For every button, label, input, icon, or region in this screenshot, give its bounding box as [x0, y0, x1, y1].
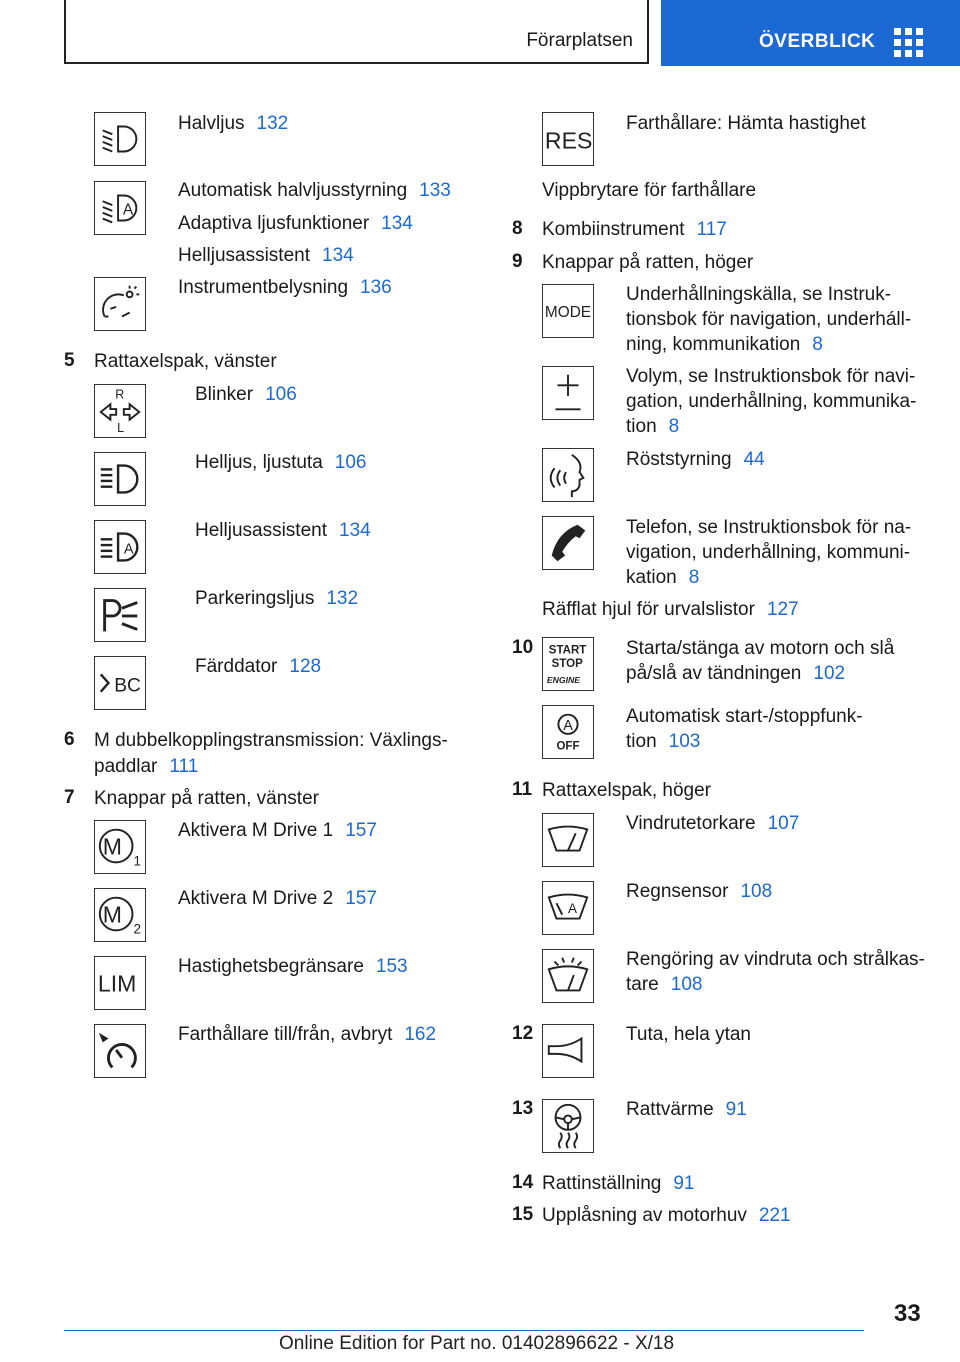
page-link[interactable]: 128	[289, 656, 322, 677]
cruise-control-icon	[94, 1024, 146, 1078]
list-item: Automatisk halvljusstyrning 133	[178, 180, 451, 201]
list-item: Farthållare till/från, avbryt 162	[178, 1024, 437, 1045]
list-item: Blinker 106	[195, 384, 297, 405]
page-link[interactable]: 103	[668, 731, 701, 752]
list-item: tion 8	[626, 416, 680, 437]
item-number: 11	[512, 779, 533, 800]
list-item: Helljusassistent 134	[195, 520, 371, 541]
item-heading: Rattaxelspak, vänster	[94, 351, 277, 372]
high-beam-icon	[94, 452, 146, 506]
svg-text:A: A	[122, 201, 134, 219]
high-beam-assistant-icon	[94, 520, 146, 574]
res-icon	[542, 112, 594, 166]
item-number: 10	[512, 637, 534, 658]
svg-text:A: A	[123, 541, 134, 558]
trip-computer-icon	[94, 656, 146, 710]
grid-icon	[894, 28, 924, 58]
page-link[interactable]: 8	[812, 334, 823, 355]
page-link[interactable]: 133	[419, 180, 451, 201]
page-link[interactable]: 153	[375, 956, 408, 977]
start-stop-icon	[542, 637, 594, 691]
page-link[interactable]: 157	[345, 820, 377, 841]
svg-text:RES: RES	[544, 127, 593, 154]
mode-icon	[542, 284, 594, 338]
item-heading-cont: på/slå av tändningen 102	[626, 663, 846, 684]
item-heading: Knappar på ratten, höger	[542, 252, 754, 273]
svg-text:2: 2	[133, 921, 141, 937]
list-item: Aktivera M Drive 2 157	[178, 888, 377, 909]
washer-icon	[542, 949, 594, 1003]
list-item: tionsbok för navigation, underháll-	[626, 309, 912, 330]
list-item: Färddator 128	[195, 656, 322, 677]
m-drive-2-icon	[94, 888, 146, 942]
list-item: Halvljus 132	[178, 113, 289, 134]
svg-text:M: M	[102, 901, 122, 928]
list-item: Vindrutetorkare 107	[626, 813, 800, 834]
svg-text:START: START	[548, 644, 587, 657]
auto-start-stop-icon	[542, 705, 594, 759]
page-link[interactable]: 134	[339, 520, 371, 541]
item-heading: Rattaxelspak, höger	[542, 780, 711, 801]
item-heading: Tuta, hela ytan	[626, 1024, 751, 1045]
list-item: Vippbrytare för farthållare	[542, 180, 757, 201]
page-link[interactable]: 91	[673, 1173, 695, 1194]
item-heading: Kombiinstrument 117	[542, 219, 727, 240]
overview-tab-label: ÖVERBLICK	[759, 31, 876, 52]
page-link[interactable]: 108	[740, 881, 773, 902]
list-item: Helljusassistent 134	[178, 245, 354, 266]
svg-text:M: M	[102, 833, 122, 860]
list-item: tion 103	[626, 731, 701, 752]
item-number: 12	[512, 1023, 534, 1044]
steering-wheel-heating-icon	[542, 1099, 594, 1153]
parking-light-icon	[94, 588, 146, 642]
horn-icon	[542, 1024, 594, 1078]
page-link[interactable]: 157	[345, 888, 377, 909]
list-item: Adaptiva ljusfunktioner 134	[178, 213, 413, 234]
page-link[interactable]: 221	[758, 1205, 791, 1226]
item-number: 9	[512, 251, 523, 272]
page-link[interactable]: 107	[767, 813, 800, 834]
list-item: Farthållare: Hämta hastighet	[626, 113, 866, 134]
page-link[interactable]: 102	[813, 663, 846, 684]
page-number: 33	[894, 1300, 921, 1327]
svg-text:A: A	[568, 900, 577, 916]
list-item: Rengöring av vindruta och strålkas-	[626, 949, 925, 970]
svg-text:A: A	[563, 718, 573, 735]
item-heading: M dubbelkopplingstransmission: Växlings-	[94, 730, 448, 751]
header-section-box	[64, 0, 649, 64]
page-link[interactable]: 162	[404, 1024, 437, 1045]
list-item: Automatisk start-/stoppfunk-	[626, 706, 863, 727]
page-link[interactable]: 91	[725, 1099, 747, 1120]
page-link[interactable]: 134	[322, 245, 354, 266]
page-link[interactable]: 134	[381, 213, 413, 234]
list-item: vigation, underhållning, kommuni-	[626, 542, 911, 563]
list-item: Volym, se Instruktionsbok för navi-	[626, 366, 916, 387]
phone-icon	[542, 516, 594, 570]
overview-tab[interactable]	[661, 0, 960, 66]
item-number: 13	[512, 1098, 534, 1119]
page-link[interactable]: 8	[668, 416, 680, 437]
svg-text:STOP: STOP	[551, 657, 583, 670]
auto-low-beam-icon	[94, 181, 146, 235]
list-item: Räfflat hjul för urvalslistor 127	[542, 599, 799, 620]
list-item: Instrumentbelysning 136	[178, 277, 392, 298]
svg-text:LIM: LIM	[97, 970, 137, 997]
list-item: Underhållningskälla, se Instruk-	[626, 284, 892, 305]
svg-text:L: L	[117, 421, 125, 436]
item-number: 6	[64, 729, 75, 750]
item-number: 15	[512, 1204, 534, 1225]
list-item: kation 8	[626, 567, 700, 588]
page-link[interactable]: 127	[766, 599, 799, 620]
speed-limiter-icon	[94, 956, 146, 1010]
page-link[interactable]: 106	[334, 452, 367, 473]
turn-signal-icon	[94, 384, 146, 438]
item-number: 7	[64, 787, 75, 808]
list-item: Telefon, se Instruktionsbok för na-	[626, 517, 912, 538]
svg-text:OFF: OFF	[556, 740, 580, 753]
page-link[interactable]: 132	[256, 113, 289, 134]
low-beam-icon	[94, 112, 146, 166]
page-link[interactable]: 111	[169, 756, 199, 777]
wiper-icon	[542, 813, 594, 867]
page-link[interactable]: 136	[360, 277, 392, 298]
footer-divider	[64, 1330, 864, 1331]
item-heading: Upplåsning av motorhuv 221	[542, 1205, 791, 1226]
page-link[interactable]: 106	[265, 384, 297, 405]
voice-control-icon	[542, 448, 594, 502]
list-item: Röststyrning 44	[626, 449, 765, 470]
section-title: Förarplatsen	[526, 30, 633, 51]
footer-edition: Online Edition for Part no. 01402896622 - X/18	[279, 1333, 675, 1354]
page-link[interactable]: 44	[743, 449, 765, 470]
list-item: tare 108	[626, 974, 703, 995]
item-number: 8	[512, 218, 523, 239]
volume-icon	[542, 366, 594, 420]
instrument-lighting-icon	[94, 277, 146, 331]
list-item: ning, kommunikation 8	[626, 334, 823, 355]
item-number: 14	[512, 1172, 534, 1193]
svg-text:BC: BC	[114, 675, 141, 697]
item-heading: Rattvärme 91	[626, 1099, 747, 1120]
item-number: 5	[64, 350, 75, 371]
svg-text:1: 1	[133, 853, 141, 869]
list-item: Hastighetsbegränsare 153	[178, 956, 408, 977]
item-heading-cont: paddlar 111	[94, 756, 199, 777]
rain-sensor-icon	[542, 881, 594, 935]
item-heading: Knappar på ratten, vänster	[94, 788, 319, 809]
item-heading: Starta/stänga av motorn och slå	[626, 638, 895, 659]
page-link[interactable]: 8	[688, 567, 700, 588]
svg-text:R: R	[115, 387, 125, 402]
svg-text:ENGINE: ENGINE	[546, 675, 580, 686]
item-heading: Rattinställning 91	[542, 1173, 695, 1194]
m-drive-1-icon	[94, 820, 146, 874]
list-item: Regnsensor 108	[626, 881, 773, 902]
list-item: Aktivera M Drive 1 157	[178, 820, 377, 841]
page-link[interactable]: 132	[326, 588, 359, 609]
page-link[interactable]: 117	[696, 219, 727, 240]
list-item: Parkeringsljus 132	[195, 588, 359, 609]
list-item: gation, underhållning, kommunika-	[626, 391, 917, 412]
svg-text:MODE: MODE	[544, 303, 592, 321]
list-item: Helljus, ljustuta 106	[195, 452, 367, 473]
page-link[interactable]: 108	[670, 974, 703, 995]
